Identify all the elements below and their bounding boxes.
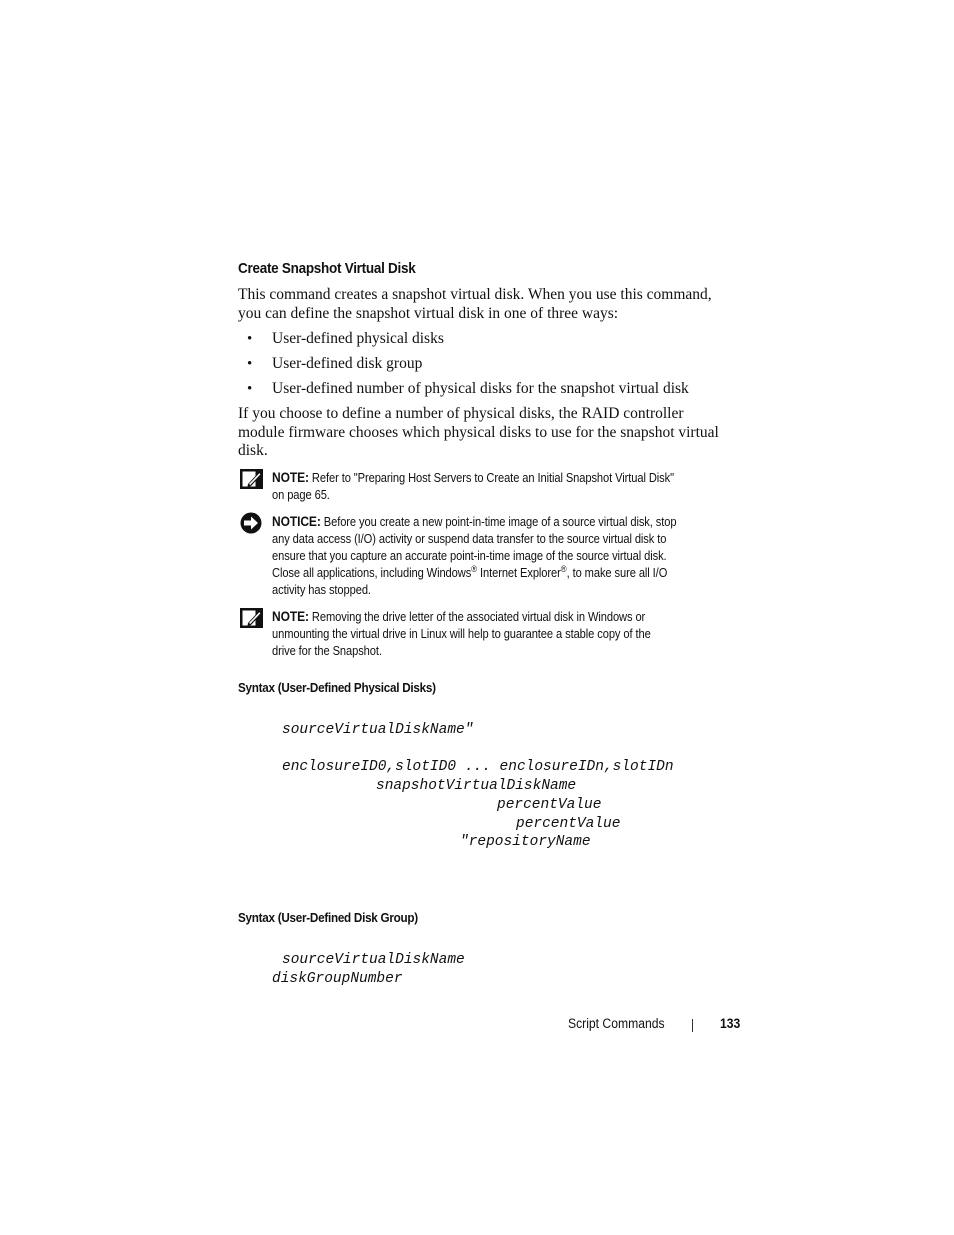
notice-line-5: activity has stopped. <box>272 583 371 597</box>
note-2-line-3: drive for the Snapshot. <box>272 644 382 658</box>
note-label: NOTE: <box>272 470 309 485</box>
syntax-2-heading: Syntax (User-Defined Disk Group) <box>238 910 418 925</box>
intro-paragraph <box>238 286 712 323</box>
list-item: User-defined number of physical disks for the snapshot virtual disk <box>272 380 689 397</box>
notice-label: NOTICE: <box>272 514 321 529</box>
footer-divider <box>692 1019 693 1032</box>
syntax-1-heading: Syntax (User-Defined Physical Disks) <box>238 680 436 695</box>
bullet-marker: • <box>247 331 253 347</box>
note-1-line-1: Refer to "Preparing Host Servers to Create an Initial Snapshot Virtual Disk" <box>308 471 674 485</box>
bullet-marker: • <box>247 356 253 372</box>
list-item: User-defined disk group <box>272 355 423 372</box>
section-title: Create Snapshot Virtual Disk <box>238 260 416 277</box>
intro-line-2: you can define the snapshot virtual disk in one of three ways: <box>238 304 619 322</box>
bullet-marker: • <box>247 381 253 397</box>
pencil-note-icon <box>240 469 263 494</box>
code-line: percentValue <box>516 816 621 832</box>
page-number: 133 <box>720 1016 741 1031</box>
notice-line-4 <box>272 565 735 582</box>
registered-mark: ® <box>560 564 567 574</box>
notice <box>272 513 735 599</box>
notice-line-4-part-a: Close all applications, including Windows <box>272 566 472 580</box>
code-line: diskGroupNumber <box>272 971 403 987</box>
paragraph-2 <box>238 405 719 461</box>
notice-line-3: ensure that you capture an accurate point-in-time image of the source virtual disk. <box>272 549 667 563</box>
pencil-note-icon <box>240 608 263 633</box>
note-label: NOTE: <box>272 609 309 624</box>
note-2-line-1: Removing the drive letter of the associated virtual disk in Windows or <box>308 610 646 624</box>
list-item: User-defined physical disks <box>272 330 444 347</box>
registered-mark: ® <box>471 564 478 574</box>
notice-line-4-part-c: , to make sure all I/O <box>566 566 668 580</box>
notice-line-2: any data access (I/O) activity or suspend data transfer to the source virtual disk to <box>272 532 667 546</box>
code-line: sourceVirtualDiskName <box>282 952 465 968</box>
code-line: snapshotVirtualDiskName <box>376 778 577 794</box>
code-line: enclosureID0,slotID0 ... enclosureIDn,slotIDn <box>282 759 674 775</box>
note-1-line-2: on page 65. <box>272 488 330 502</box>
note-2-line-2: unmounting the virtual drive in Linux will help to guarantee a stable copy of the <box>272 627 651 641</box>
paragraph-2-line-1: If you choose to define a number of physical disks, the RAID controller <box>238 405 684 422</box>
code-line: percentValue <box>497 797 602 813</box>
paragraph-2-line-2: module firmware chooses which physical disks to use for the snapshot virtual <box>238 423 719 441</box>
intro-line-1: This command creates a snapshot virtual disk. When you use this command, <box>238 286 712 303</box>
note-1 <box>272 469 735 504</box>
footer-section-name: Script Commands <box>568 1016 665 1031</box>
code-line: sourceVirtualDiskName" <box>282 722 474 738</box>
paragraph-2-line-3: disk. <box>238 442 268 459</box>
note-2 <box>272 608 735 660</box>
notice-arrow-icon <box>240 512 262 539</box>
code-line: "repositoryName <box>460 834 591 850</box>
notice-line-4-part-b: Internet Explorer <box>477 566 561 580</box>
notice-line-1: Before you create a new point-in-time image of a source virtual disk, stop <box>320 515 677 529</box>
